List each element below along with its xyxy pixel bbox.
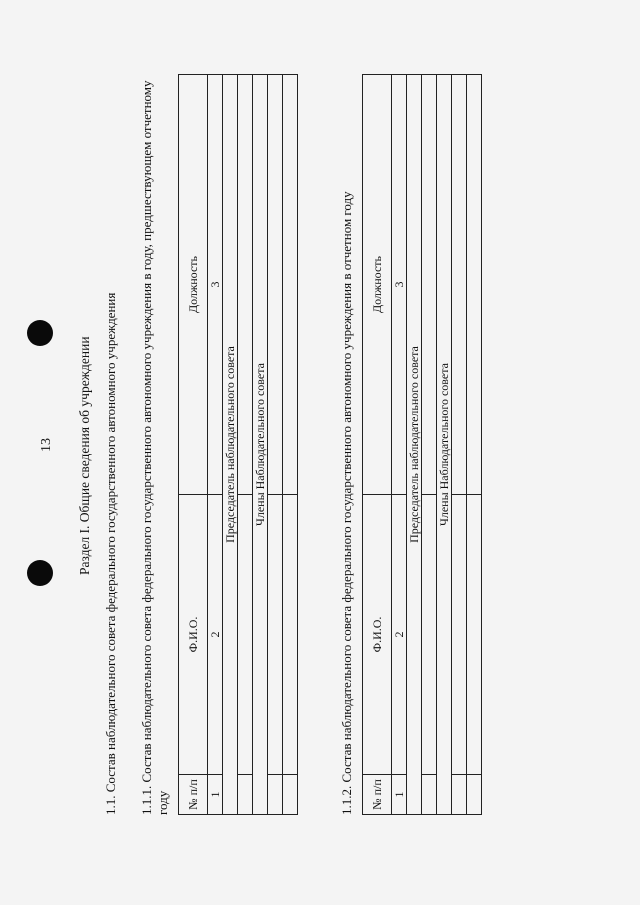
members-label: Члены Наблюдательного совета — [437, 75, 452, 815]
chairman-label: Председатель наблюдательного совета — [407, 75, 422, 815]
table-row — [238, 75, 253, 815]
header-fio: Ф.И.О. — [179, 495, 208, 775]
table-row — [452, 75, 467, 815]
heading-1-1: 1.1. Состав наблюдательного совета федерального государственного автономного учреждения — [103, 292, 118, 815]
table-section-row — [223, 75, 238, 815]
table-colnum-row — [392, 75, 407, 815]
heading-1-1-1-cont: году — [155, 790, 170, 815]
members-label: Члены Наблюдательного совета — [253, 75, 268, 815]
table-header-row — [179, 75, 208, 815]
table-council-reporting-year — [362, 74, 482, 815]
page-number: 13 — [39, 438, 54, 452]
header-num: № п/п — [179, 775, 208, 815]
table-row — [283, 75, 298, 815]
section-title: Раздел I. Общие сведения об учреждении — [77, 336, 92, 575]
table-row — [422, 75, 437, 815]
heading-1-1-1: 1.1.1. Состав наблюдательного совета федерального государственного автономного учреждения в году, предшествующем отчетному — [139, 80, 154, 815]
table-header-row — [363, 75, 392, 815]
header-position: Должность — [179, 75, 208, 495]
header-position: Должность — [363, 75, 392, 495]
table-section-row — [437, 75, 452, 815]
header-fio: Ф.И.О. — [363, 495, 392, 775]
heading-1-1-2: 1.1.2. Состав наблюдательного совета федерального государственного автономного учреждения в отчетном году — [339, 191, 354, 815]
chairman-label: Председатель наблюдательного совета — [223, 75, 238, 815]
colnum-2: 2 — [208, 495, 223, 775]
colnum-1: 1 — [208, 775, 223, 815]
header-num: № п/п — [363, 775, 392, 815]
table-section-row — [253, 75, 268, 815]
colnum-3: 3 — [208, 75, 223, 495]
colnum-2: 2 — [392, 495, 407, 775]
colnum-1: 1 — [392, 775, 407, 815]
table-council-previous-year — [178, 74, 298, 815]
table-colnum-row — [208, 75, 223, 815]
table-section-row — [407, 75, 422, 815]
table-row — [268, 75, 283, 815]
table-row — [467, 75, 482, 815]
colnum-3: 3 — [392, 75, 407, 495]
